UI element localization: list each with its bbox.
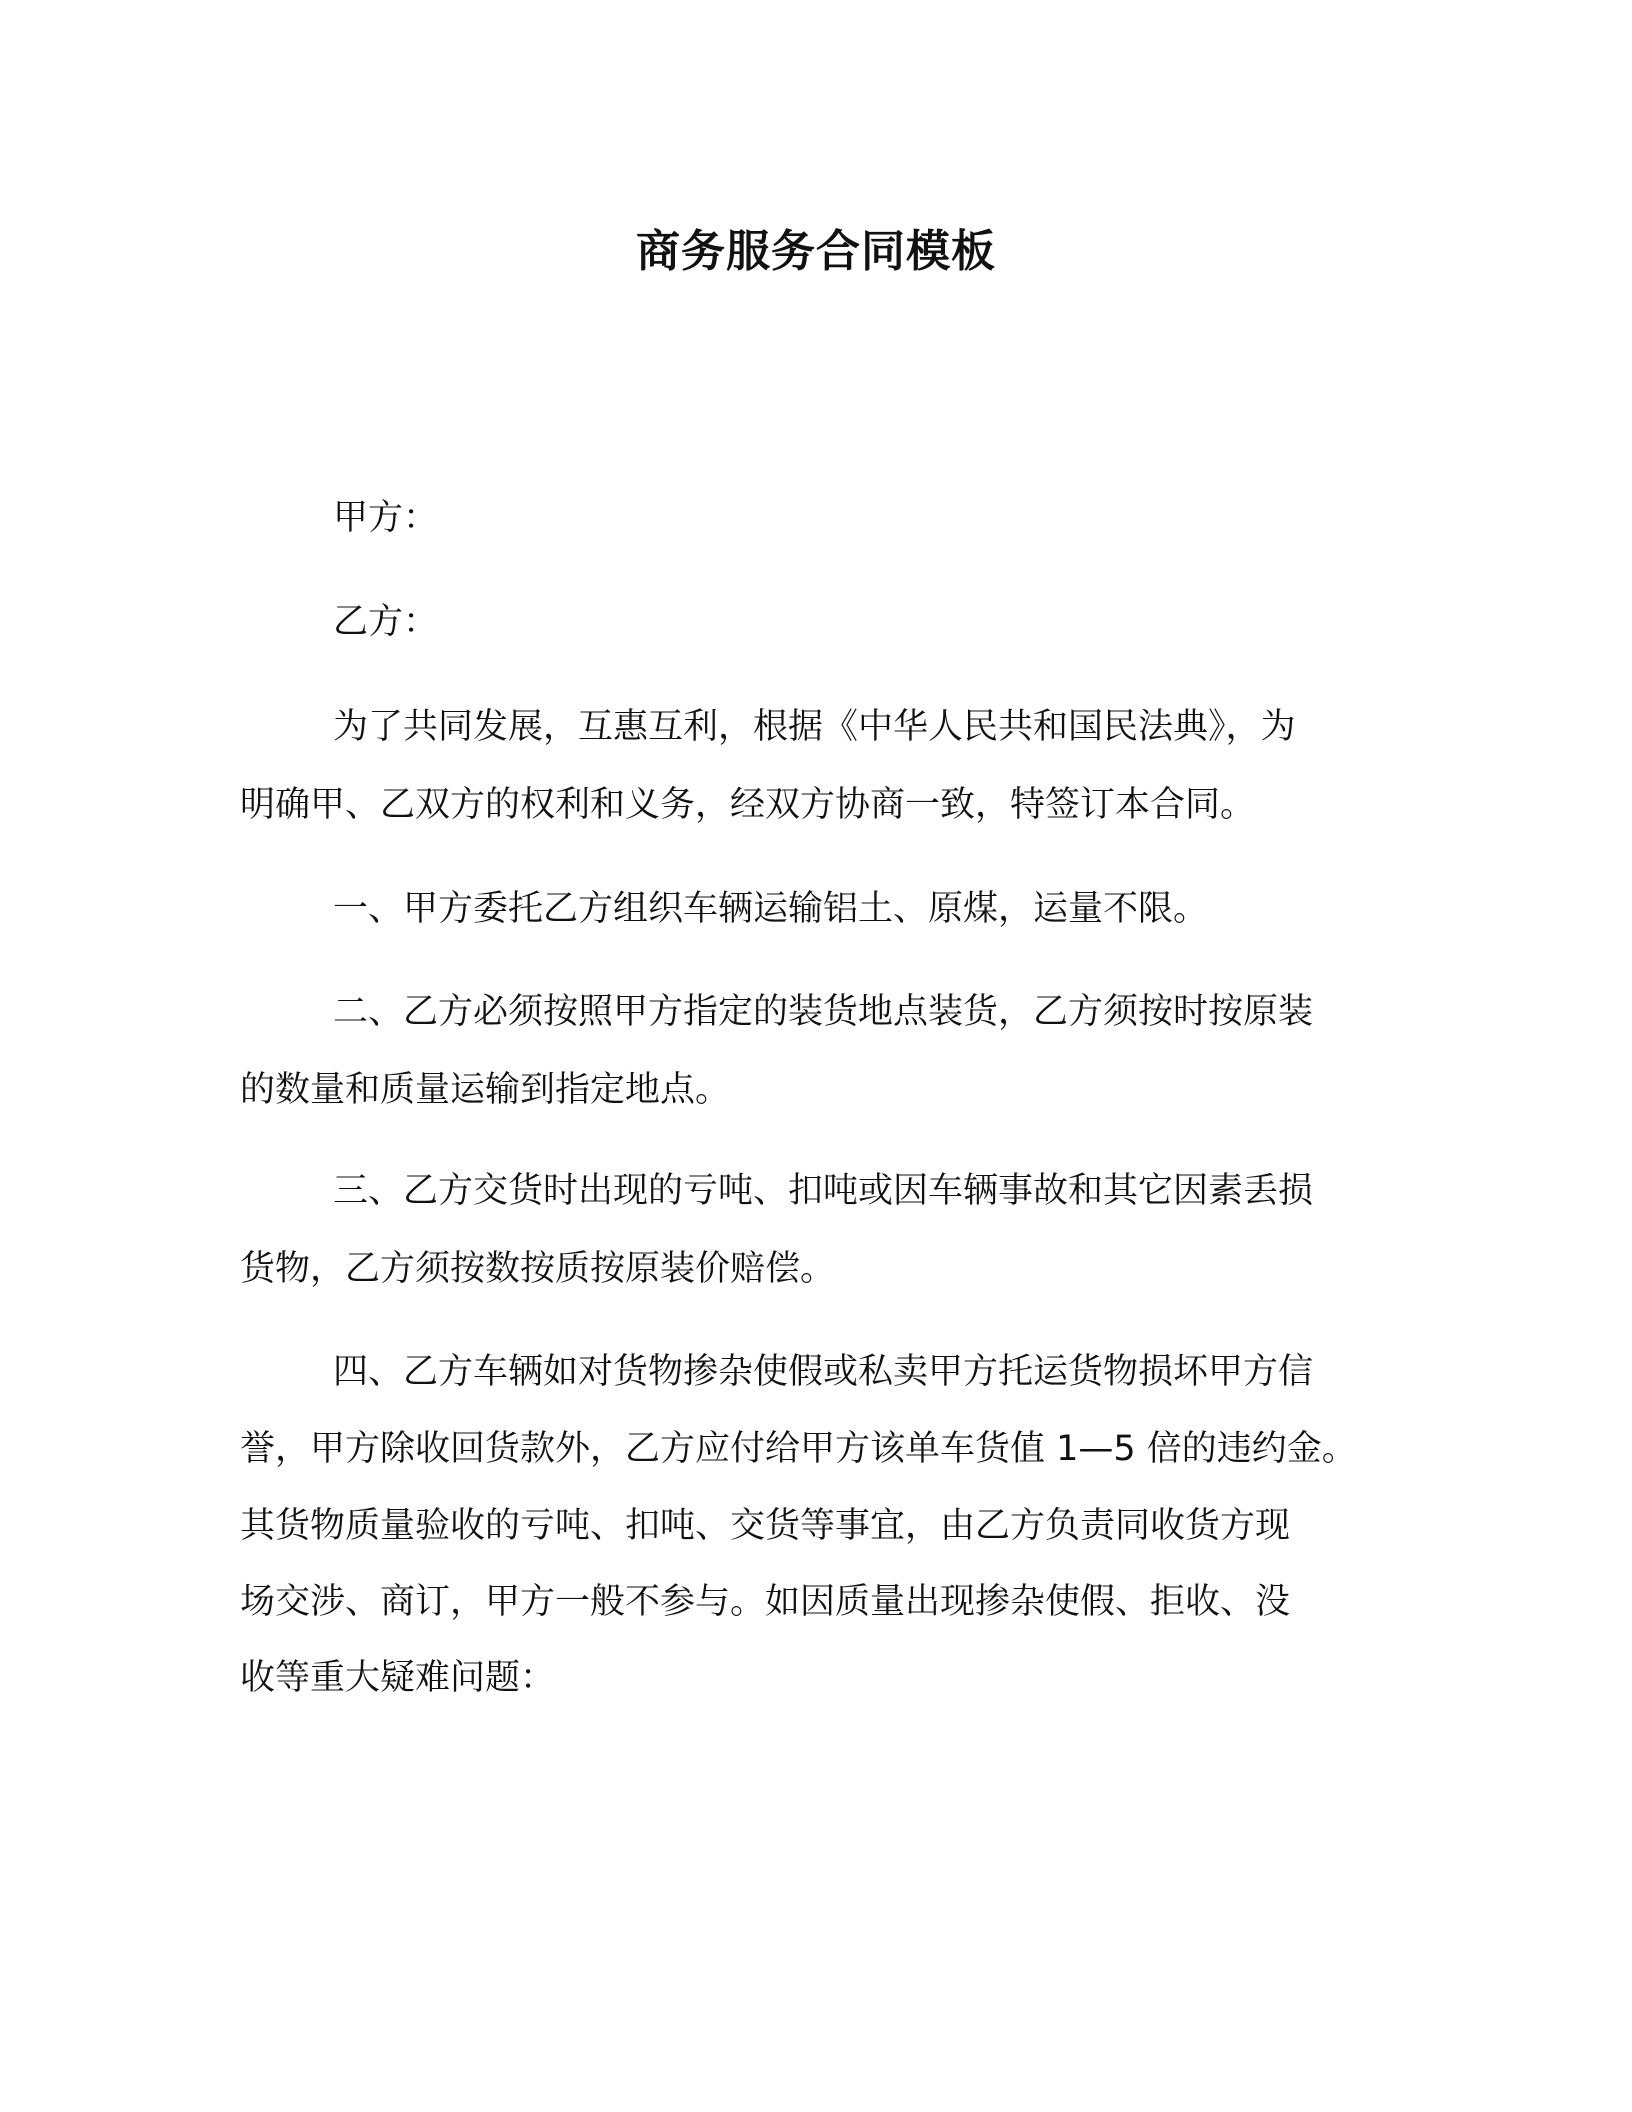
paragraph-line: 为了共同发展，互惠互利，根据《中华人民共和国民法典》，为	[333, 707, 1296, 747]
paragraph-line: 的数量和质量运输到指定地点。	[240, 1070, 731, 1110]
paragraph-line: 二、乙方必须按照甲方指定的装货地点装货，乙方须按时按原装	[333, 992, 1314, 1032]
paragraph-line: 三、乙方交货时出现的亏吨、扣吨或因车辆事故和其它因素丢损	[333, 1171, 1314, 1211]
party-b-label: 乙方：	[333, 602, 439, 642]
paragraph-line: 收等重大疑难问题：	[240, 1658, 556, 1698]
paragraph-line: 明确甲、乙双方的权利和义务，经双方协商一致，特签订本合同。	[240, 785, 1256, 825]
paragraph-line: 四、乙方车辆如对货物掺杂使假或私卖甲方托运货物损坏甲方信	[333, 1352, 1314, 1392]
paragraph-line: 一、甲方委托乙方组织车辆运输铝土、原煤，运量不限。	[333, 889, 1209, 929]
paragraph-line: 货物，乙方须按数按质按原装价赔偿。	[240, 1249, 836, 1289]
party-a-label: 甲方：	[333, 498, 439, 538]
document-title: 商务服务合同模板	[636, 226, 996, 277]
paragraph-line: 其货物质量验收的亏吨、扣吨、交货等事宜，由乙方负责同收货方现	[240, 1506, 1291, 1546]
paragraph-line: 场交涉、商订，甲方一般不参与。如因质量出现掺杂使假、拒收、没	[240, 1582, 1291, 1622]
paragraph-line: 誉，甲方除收回货款外，乙方应付给甲方该单车货值 1—5 倍的违约金。	[240, 1429, 1357, 1469]
